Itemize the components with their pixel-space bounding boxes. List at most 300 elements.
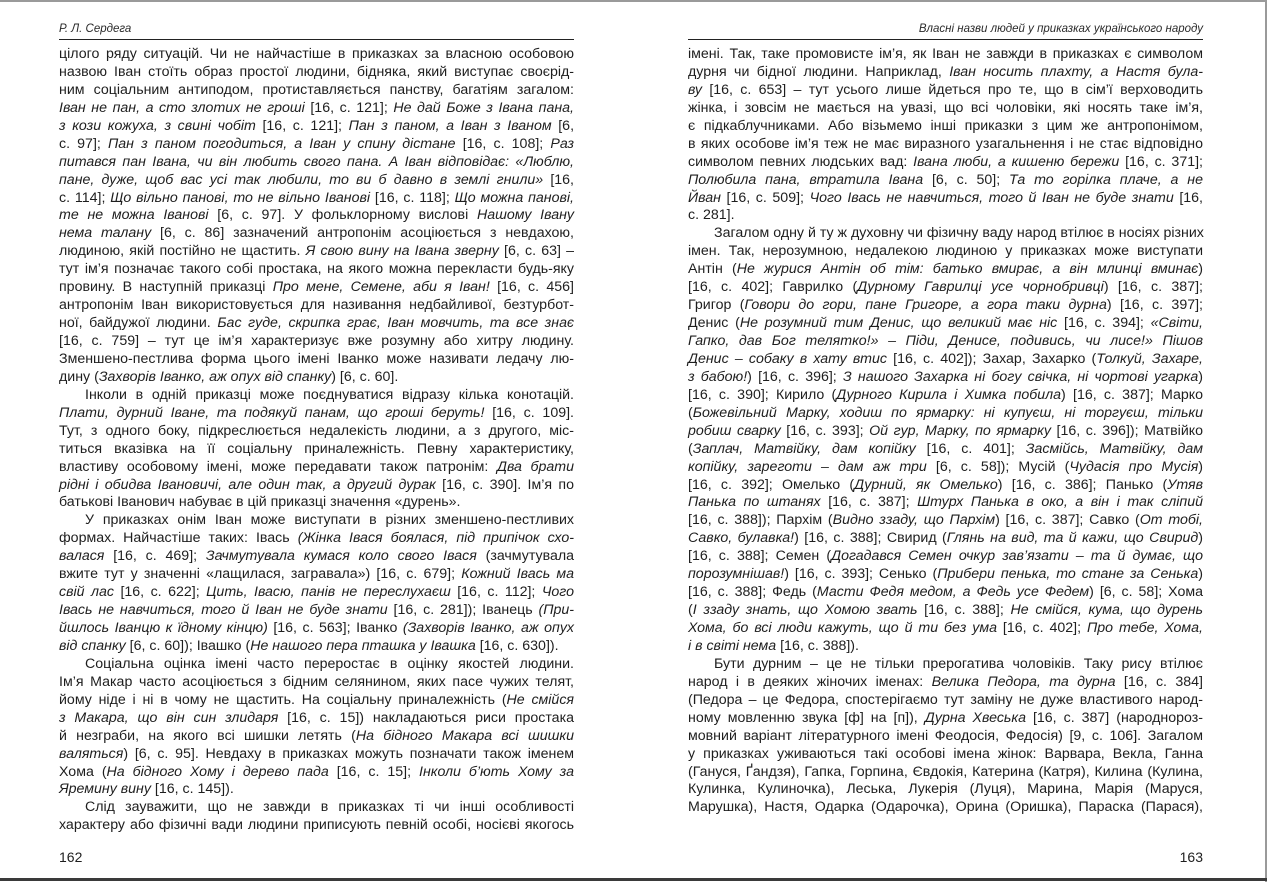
body-text: дину ( [59,368,99,385]
proverb-quote: Не розумний тим Денис, що великий має ніс [739,315,1058,332]
body-text: Інколи в одній приказці може поєднуватися відразу кілька конотацій. [85,386,574,403]
text-line [59,799,574,817]
proverb-quote: те не можна Іванові [59,207,209,224]
body-text: ) [6, с. 95]. Невдаху в приказках можуть позначати також іменем [123,745,574,762]
body-text: [16, с. 118]; [370,189,455,206]
body-text: [16, с. 112]; [450,584,542,601]
body-text: мовний варіант літературного імені Феодосія, Федосія) [9, с. 106]. Загалом [688,727,1203,744]
text-line [688,530,1203,548]
proverb-quote: Яремину вину [59,781,151,798]
text-line [688,656,1203,674]
text-line [688,638,1203,656]
body-text: символом певних людських вад: [688,153,914,170]
body-text: [16, с. 653] – тут усього лише йдеться про те, що в сім’ї верховодить [702,81,1203,98]
text-line [59,405,574,423]
proverb-quote: От тобі, [1139,512,1203,529]
body-text: ) [16, с. 387]; [1103,279,1203,296]
text-line [59,297,574,315]
proverb-quote: Що можна панові, [454,189,574,206]
proverb-quote: Говори до гори, пане Григоре, а гора таки дурна [744,297,1107,314]
proverb-quote: Зачмутувала кумася коло свого Івася [205,548,477,565]
proverb-quote: Не смійся [506,691,574,708]
body-text: У приказках онім Іван може виступати в різних зменшено-пестливих [85,512,574,529]
text-line [688,620,1203,638]
text-line [688,387,1203,405]
proverb-quote: Івана люби, а кишеню бережи [913,153,1120,170]
body-text: [16, с. 384] [1115,673,1203,690]
proverb-quote: І ззаду знать, що Хомою звать [692,602,918,619]
body-text: ному мовленню звука [ф] на [п]), [688,709,925,726]
text-line [688,728,1203,746]
proverb-quote: нема талану [59,225,152,242]
proverb-quote: Утяв [1167,476,1204,493]
body-text: [16, с. 387] (народнороз- [1025,709,1203,726]
body-text: Ім’я Макар часто асоціюється з бідним селянином, яких пасе чужих телят, [59,673,574,690]
body-text: ) [16, с. 386]; Панько ( [997,476,1168,493]
body-text: [16, с. 388]; Семен ( [688,548,832,565]
body-text: [16, [1173,189,1203,206]
proverb-quote: Полюбила пана, втратила Івана [688,171,924,188]
proverb-quote: порозумнішав! [688,566,785,583]
proverb-quote: На бідного Хому і дерево пада [106,763,329,780]
text-line [688,512,1203,530]
body-text: [16, с. 469]; [104,548,206,565]
text-line [59,566,574,584]
body-text: [6, с. 50]; [923,171,1010,188]
body-text: дурня чи бідної людини. Наприклад, [688,63,950,80]
text-line [59,154,574,172]
text-line [688,64,1203,82]
text-line [59,225,574,243]
text-line [688,207,1203,225]
text-line [59,512,574,530]
body-text: [6, с. 97]. У фольклорному вислові [208,207,477,224]
body-text: ) [6, с. 60]. [331,368,399,385]
text-line [59,64,574,82]
text-line [688,441,1203,459]
proverb-quote: Чудасія про Мусія [1069,458,1199,475]
body-text: [16, с. 563]; Іванко [267,620,403,636]
body-text: йому ніде і ні в чому не щастить. На соціальну приналежність ( [59,691,507,708]
proverb-quote: Заплач, Матвійку, дам копійку [692,440,916,457]
body-text: [16, с. 121]; [304,99,394,116]
text-line [59,333,574,351]
body-text: [16, с. 759] – тут це ім’я характеризує вже розумну або хитру людину. [59,333,574,349]
proverb-quote: Глянь на вид, та й кажи, що Свирид [946,530,1199,547]
body-text: тут ім’я позначає такого собі простака, на якого можна перекласти будь-яку [59,261,574,278]
body-text: Денис ( [688,315,740,332]
text-line [59,638,574,656]
paragraph [59,656,574,800]
body-text: імен. Так, нерозумною, недалекою людиною у приказках може виступати [688,243,1203,260]
proverb-quote: свій лас [59,584,114,601]
body-text: [16, с. 388]; [917,602,1011,619]
proverb-quote: Толкуй, Захаре, [1096,350,1204,367]
text-line [688,190,1203,208]
text-line [59,674,574,692]
proverb-quote: з кози кожуха, з свині чобіт [59,117,256,134]
proverb-quote: Штурх Панька в око, а він і так сліпий [917,494,1203,511]
proverb-quote: Та то горілка плаче, а не [1009,171,1203,188]
proverb-quote: від спанку [59,637,126,654]
body-text: [16, с. 402]; [996,620,1087,636]
proverb-quote: Іван не пан, а сто злотих не гроші [59,99,305,116]
proverb-quote: З нашого Захарка ні богу свічка, ні чортові угарка [842,368,1199,385]
proverb-quote: Не смійся, кума, що дурень [1010,602,1204,619]
text-line [59,46,574,64]
text-line [59,620,574,638]
text-line [59,746,574,764]
text-line [688,423,1203,441]
text-line [688,351,1203,369]
viewer-bottom-border [0,878,1267,881]
text-line [59,494,574,512]
body-text: [16, с. 622]; [114,584,207,601]
body-text: антропонім Іван використовується для називання недбайливої, безтурбот- [59,297,574,314]
proverb-quote: Захворів Іванко, аж опух від спанку [98,368,332,385]
proverb-quote: Божевільний Марку, ходиш по ярмарку: ні купуєш, ні торгуєш, тільки [692,404,1203,421]
page-162 [59,0,574,878]
text-line [688,100,1203,118]
paragraph [688,225,1203,656]
text-line [59,548,574,566]
body-text: [16, с. 390]; Кирило ( [688,386,837,403]
paragraph [59,512,574,656]
proverb-quote: Іван носить плахту, а Настя була- [949,63,1203,80]
proverb-quote: (Захворів Іванко, аж опух [402,620,575,636]
body-text: ) [1198,458,1204,475]
proverb-quote: Панька по штанях [688,494,821,511]
proverb-quote: Гапко, дав Бог телятко!» – Піди, Денисе, подивись, чи лисе!» Пішов [688,333,1203,349]
text-line [688,315,1203,333]
text-line [59,764,574,782]
text-line [688,459,1203,477]
body-text: жінка, і зовсім не мається на увазі, що всі чоловіки, які носять таке ім’я, [688,99,1203,116]
page-number: 163 [1179,849,1203,865]
body-text: (Гануся, Ґандзя), Гапка, Горпина, Євдокія, Катерина (Катря), Килина (Кулина, [688,763,1203,780]
proverb-quote: Денис – собаку в хату втис [688,350,887,367]
proverb-quote: Не журися Антін об тім: батько вмирає, а він млинці вминає [736,261,1199,278]
text-line [688,333,1203,351]
text-line [688,566,1203,584]
proverb-quote: Велика Педора, та дурна [931,673,1116,690]
proverb-quote: Чого Івась не навчиться, того й Іван не буде знати [809,189,1174,206]
text-line [59,369,574,387]
body-text: ) [16, с. 393]; Сенько ( [784,566,938,583]
text-line [688,674,1203,692]
proverb-quote: Дурна Хвеська [924,709,1026,726]
text-line [59,207,574,225]
proverb-quote: (Жінка Івася боялася, під припічок схо- [297,530,574,547]
running-head-title: Власні назви людей у приказках українського народу [688,23,1203,40]
body-text: ( [688,440,693,457]
paragraph [688,656,1203,817]
paragraph [59,387,574,513]
proverb-quote: Прибери пенька, то стане за Сенька [937,566,1199,583]
text-line [59,172,574,190]
body-text: у приказках уживаються такі особові імена жінок: Варвара, Векла, Ганна [688,745,1203,762]
body-text: [16, с. 388]; Федь ( [688,584,817,601]
body-text: Загалом одну й ту ж духовну чи фізичну ваду народ втілює в носіях різних [714,225,1204,242]
proverb-quote: Що вільно панові, то не вільно Іванові [110,189,371,206]
text-line [59,602,574,620]
body-text: в яких особове ім’я теж не має виразного узагальнення і не стає відповідно [688,135,1203,152]
body-text: ) [1198,368,1203,385]
body-text: [16, с. 456] [489,279,575,296]
text-line [59,781,574,799]
body-text: вжите тут у значенні «лащилася, загравала») [16, с. 679]; [59,566,462,583]
body-text: ) [6, с. 58]; Хома [1089,584,1204,601]
text-line [59,710,574,728]
proverb-quote: Дурному Гаврилці усе чорнобривці [857,279,1104,296]
proverb-quote: Видно ззаду, що Пархім [832,512,996,529]
proverb-quote: Кожний Івась ма [461,566,574,583]
body-text: народ і в деяких жіночих іменах: [688,673,932,690]
proverb-quote: рідні і обидва Івановичі, але один так, а другий дурак [59,476,436,493]
proverb-quote: Ой гур, Марку, по ярмарку [869,422,1051,439]
proverb-quote: Савко, булавка! [688,530,795,547]
proverb-quote: Засмійсь, Матвійку, дам [1025,440,1204,457]
body-text: ) [16, с. 387]; Савко ( [995,512,1140,529]
body-text: характеру або фізичні вади людини приписують певній особі, носієві якогось [59,817,574,834]
proverb-quote: Догадався Семен очкур зав’язати – та й думає, що [831,548,1203,565]
body-text: Марушка), Настя, Одарка (Одарочка), Орина (Оришка), Параска (Парася), [688,799,1203,816]
proverb-quote: Масти Федя медом, а Федь усе Федем [816,584,1090,601]
body-text: [16, с. 630]). [475,637,559,654]
text-line [59,423,574,441]
body-text: с. 114]; [59,189,111,206]
proverb-quote: (При- [538,602,574,619]
body-text: властиву особовому імені, може передавати також патронім: [59,458,497,475]
proverb-quote: Не нашого пера пташка у Івашка [250,637,476,654]
text-line [688,243,1203,261]
running-head-author: Р. Л. Сердега [59,23,574,40]
text-line [688,799,1203,817]
proverb-quote: пане, дуже, щоб вас усі так любили, то ви б давно в землі гнили» [59,171,544,188]
page-body [688,46,1203,817]
proverb-quote: Дурного Кирила і Химка побила [836,386,1062,403]
text-line [688,405,1203,423]
proverb-quote: Плати, дурний Іване, та подякуй панам, що гроші беруть! [59,404,485,421]
proverb-quote: робиш сварку [688,422,781,439]
body-text: людиною, якій постійно не щастить. [59,243,306,260]
text-line [59,584,574,602]
body-text: [16, с. 109]. [484,404,574,421]
proverb-quote: Дурний, як Омелько [854,476,998,493]
body-text: [16, с. 15]; [328,763,420,780]
text-line [59,315,574,333]
text-line [59,351,574,369]
text-line [688,602,1203,620]
paragraph [688,46,1203,225]
proverb-quote: Я свою вину на Івана зверну [305,243,499,260]
text-line [688,261,1203,279]
proverb-quote: Пан з паном, а Іван з Іваном [348,117,552,134]
text-line [59,100,574,118]
proverb-quote: валяться [59,745,124,762]
body-text: ним соціальним антиподом, протиставляється панству, багатіям загалом: [59,81,574,98]
text-line [59,387,574,405]
body-text: [16, с. 401]; [915,440,1026,457]
body-text: [16, с. 281]); Іванець [387,602,539,619]
body-text: ( [688,404,693,421]
body-text: [16, с. 388]); Пархім ( [688,512,833,529]
body-text: [6, с. 60]); Івашко ( [125,637,251,654]
body-text: [6, [551,117,575,134]
page-163 [688,0,1203,878]
text-line [688,297,1203,315]
body-text: с. 97]; [59,135,108,152]
text-line [688,710,1203,728]
text-line [59,817,574,835]
text-line [688,369,1203,387]
proverb-quote: На бідного Макара всі шишки [355,727,574,744]
text-line [688,172,1203,190]
text-line [688,82,1203,100]
body-text: формах. Найчастіше таких: Івась [59,530,298,547]
body-text: [16, с. 388]). [776,637,859,654]
body-text: [16, с. 402]); Захар, Захарко ( [886,350,1097,367]
text-line [59,136,574,154]
text-line [59,243,574,261]
body-text: Кулинка, Кулиночка), Леська, Лукерія (Луця), Марина, Марія (Маруся, [688,781,1203,798]
proverb-quote: валася [59,548,105,565]
text-line [59,261,574,279]
text-line [688,746,1203,764]
body-text: Зменшено-пестлива форма цього імені Іванко може називати ледачу лю- [59,350,574,367]
proverb-quote: копійку, зареготи – дам аж три [688,458,927,475]
proverb-quote: Йван [688,189,721,206]
proverb-quote: Інколи б’ють Хому за [419,763,574,780]
text-line [59,530,574,548]
body-text: ) [16, с. 387]; Марко [1061,386,1203,403]
text-line [59,118,574,136]
body-text: с. 281]. [688,207,735,224]
proverb-quote: ву [688,81,703,98]
body-text: Антін ( [688,261,737,278]
proverb-quote: з бабою! [688,368,748,385]
text-line [59,279,574,297]
body-text: [16, с. 394]; [1057,315,1151,332]
body-text: [6, с. 86] зазначений антропонім асоціюється з невдахою, [151,225,574,242]
proverb-quote: Не дай Боже з Івана пана, [393,99,574,116]
text-line [688,764,1203,782]
body-text: імені. Так, таке промовисте ім’я, як Іван не завжди в приказках є символом [688,46,1203,62]
body-text: (Педора – це Федора, спостерігаємо тут заміну не дуже властивого народ- [688,691,1203,708]
proverb-quote: Чого [541,584,574,601]
body-text: [16, с. 402]; Гаврилко ( [688,279,858,296]
body-text: ( [688,602,693,619]
body-text: [16, [543,171,574,188]
text-line [688,781,1203,799]
body-text: Бути дурним – це не тільки прерогатива чоловіків. Таку рису втілює [714,655,1203,672]
body-text: провину. В наступній приказці [59,279,273,296]
text-line [688,692,1203,710]
text-line [59,477,574,495]
body-text: ної, байдужої людини. [59,315,218,332]
proverb-quote: Бас гуде, скрипка грає, Іван мовчить, та все знає [217,315,574,332]
page-number: 162 [59,849,83,865]
text-line [59,656,574,674]
text-line [688,154,1203,172]
text-line [688,477,1203,495]
proverb-quote: Про тебе, Хома, [1086,620,1203,636]
proverb-quote: Хома, бо всі люди кажуть, що й ти без ума [688,620,997,636]
proverb-quote: Про мене, Семене, аби я Іван! [272,279,490,296]
proverb-quote: Раз [550,135,574,152]
text-line [688,584,1203,602]
proverb-quote: з Макара, що він син злидаря [59,709,279,726]
text-line [688,548,1203,566]
body-text: є підкаблучниками. Або візьмемо інші приказки з цим же антропонімом, [688,117,1203,134]
text-line [59,190,574,208]
body-text: [16, с. 392]; Омелько ( [688,476,855,493]
proverb-quote: Пан з паном погодиться, а Іван у спину дістане [107,135,456,152]
body-text: ) [16, с. 397]; [1106,297,1203,314]
text-line [59,692,574,710]
body-text: [16, с. 390]. Ім’я по [435,476,575,493]
body-text: ) [1198,261,1204,278]
body-text: Тут, з одного боку, підкреслюється недалекість людини, а з другого, міс- [59,422,574,439]
body-text: цілого ряду ситуацій. Чи не найчастіше в приказках за власною особовою [59,46,574,62]
text-line [59,459,574,477]
proverb-quote: питався пан Івана, чи він любить свого пана. А Іван відповідає: «Люблю, [59,153,574,170]
proverb-quote: Цить, Івасю, панів не переслухаєш [206,584,451,601]
text-line [688,136,1203,154]
body-text: [16, с. 121]; [255,117,349,134]
text-line [59,441,574,459]
body-text: [16, с. 396]); Матвійко [1050,422,1204,439]
body-text: Слід зауважити, що не завжди в приказках ті чи інші особливості [85,799,574,816]
body-text: ) [16, с. 388]; Свирид ( [794,530,947,547]
body-text: ) [1198,566,1203,583]
body-text: Григор ( [688,297,745,314]
text-line [59,82,574,100]
body-text: (зачмутувала [476,548,575,565]
text-line [59,728,574,746]
body-text: Хома ( [59,763,107,780]
proverb-quote: і в світі нема [688,637,777,654]
body-text: [16, с. 509]; [720,189,810,206]
body-text: [6, с. 58]); Мусій ( [926,458,1070,475]
text-line [688,279,1203,297]
body-text: [16, с. 371]; [1119,153,1203,170]
proverb-quote: Івась не навчиться, того й Іван не буде знати [59,602,388,619]
paragraph [59,799,574,835]
text-line [688,494,1203,512]
text-line [688,225,1203,243]
paragraph [59,46,574,387]
body-text: [6, с. 63] – [498,243,574,260]
body-text: й незграби, на якого всі шишки летять ( [59,727,356,744]
body-text: [16, с. 387]; [820,494,918,511]
proverb-quote: йшлось Іванцю к їдному кінцю) [59,620,268,636]
page-body [59,46,574,835]
body-text: ) [1198,530,1204,547]
text-line [688,46,1203,64]
body-text: [16, с. 145]). [150,781,234,798]
body-text: назвою Іван стоїть образ простої людини, бідняка, який виступає своєрід- [59,63,574,80]
body-text: [16, с. 393]; [780,422,870,439]
text-line [688,118,1203,136]
proverb-quote: Два брати [496,458,574,475]
body-text: Соціальна оцінка імені часто переростає в оцінку якостей людини. [85,655,574,672]
body-text: батькові Іванович набуває в цій приказці значення «дурень». [59,494,461,511]
proverb-quote: «Світи, [1150,315,1203,332]
body-text: ) [16, с. 396]; [747,368,843,385]
body-text: [16, с. 108]; [455,135,551,152]
body-text: [16, с. 15]) накладаються риси простака [278,709,574,726]
